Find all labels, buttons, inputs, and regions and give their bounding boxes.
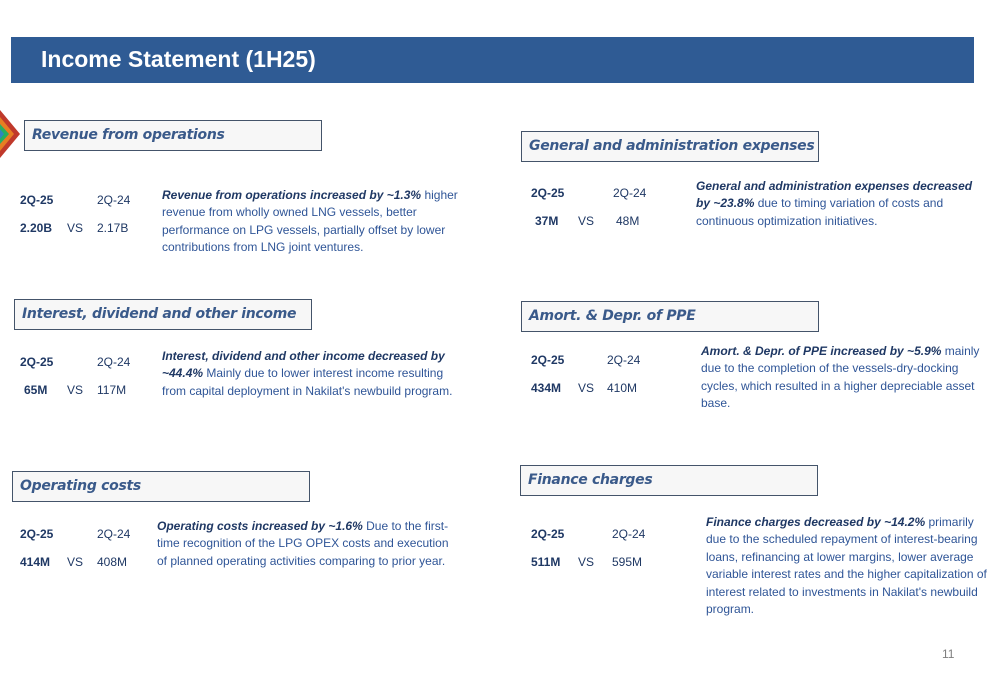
vs-label: VS	[578, 214, 595, 228]
description-highlight: Amort. & Depr. of PPE increased by ~5.9%	[701, 344, 942, 358]
prior-value: 117M	[97, 383, 127, 397]
current-period-label: 2Q-25	[531, 353, 565, 367]
section-header-gna	[521, 131, 819, 162]
vs-label: VS	[67, 221, 84, 235]
section-description	[162, 187, 467, 257]
current-period-label: 2Q-25	[20, 527, 54, 541]
prior-period-label: 2Q-24	[613, 186, 647, 200]
current-period-label: 2Q-25	[20, 193, 54, 207]
section-description	[696, 178, 978, 230]
current-value: 414M	[20, 555, 51, 569]
vs-label: VS	[67, 383, 84, 397]
prior-value: 410M	[607, 381, 638, 395]
section-title: Finance charges	[528, 472, 653, 488]
section-title: Revenue from operations	[32, 127, 225, 143]
page-title: Income Statement (1H25)	[41, 46, 316, 72]
section-title: Interest, dividend and other income	[22, 306, 297, 322]
current-value: 511M	[531, 555, 561, 569]
section-description	[162, 348, 454, 400]
current-value: 65M	[24, 383, 48, 397]
prior-period-label: 2Q-24	[97, 527, 131, 541]
vs-label: VS	[578, 381, 595, 395]
prior-period-label: 2Q-24	[607, 353, 641, 367]
company-logo	[0, 108, 20, 160]
current-period-label: 2Q-25	[531, 527, 565, 541]
section-header-revenue	[24, 120, 322, 151]
current-value: 2.20B	[20, 221, 53, 235]
description-text: due to timing variation of costs and continuous optimization initiatives.	[696, 196, 944, 228]
current-period-label: 2Q-25	[531, 186, 565, 200]
section-title: Amort. & Depr. of PPE	[529, 308, 696, 324]
prior-period-label: 2Q-24	[97, 355, 131, 369]
prior-value: 2.17B	[97, 221, 129, 235]
section-description	[701, 343, 991, 413]
vs-label: VS	[67, 555, 84, 569]
prior-period-label: 2Q-24	[97, 193, 131, 207]
title-bar	[11, 37, 974, 83]
section-description	[706, 514, 990, 618]
description-highlight: Revenue from operations increased by ~1.3%	[162, 188, 422, 202]
description-text: Mainly due to lower interest income resulting from capital deployment in Nakilat's newbuild program.	[162, 366, 453, 398]
prior-period-label: 2Q-24	[612, 527, 646, 541]
description-highlight: Finance charges decreased by ~14.2%	[706, 515, 926, 529]
description-text: primarily due to the scheduled repayment of interest-bearing loans, refinancing at lower margins, lower average variable interest rates and the higher capitalization of interest related to investments in Nakilat's newbuild program.	[706, 515, 987, 617]
section-header-interest	[14, 299, 312, 330]
section-description	[157, 518, 455, 570]
page-number: 11	[942, 647, 955, 661]
current-period-label: 2Q-25	[20, 355, 54, 369]
current-value: 434M	[531, 381, 562, 395]
section-header-opex	[12, 471, 310, 502]
prior-value: 595M	[612, 555, 643, 569]
prior-value: 48M	[616, 214, 640, 228]
description-highlight: Operating costs increased by ~1.6%	[157, 519, 363, 533]
prior-value: 408M	[97, 555, 128, 569]
section-title: Operating costs	[20, 478, 141, 494]
section-header-amort	[521, 301, 819, 332]
vs-label: VS	[578, 555, 595, 569]
description-text: mainly due to the completion of the vessels-dry-docking cycles, which resulted in a higher depreciable asset base.	[701, 344, 980, 411]
description-highlight: Interest, dividend and other income decreased by ~44.4%	[162, 349, 445, 381]
current-value: 37M	[535, 214, 559, 228]
section-title: General and administration expenses	[529, 138, 815, 154]
description-text: higher revenue from wholly owned LNG vessels, better performance on LPG vessels, partially offset by lower contributions from LNG joint ventures.	[162, 188, 458, 255]
description-highlight: General and administration expenses decreased by ~23.8%	[696, 179, 973, 211]
section-header-finance	[520, 465, 818, 496]
description-text: Due to the first-time recognition of the LPG OPEX costs and execution of planned operating activities comparing to prior year.	[157, 519, 449, 568]
